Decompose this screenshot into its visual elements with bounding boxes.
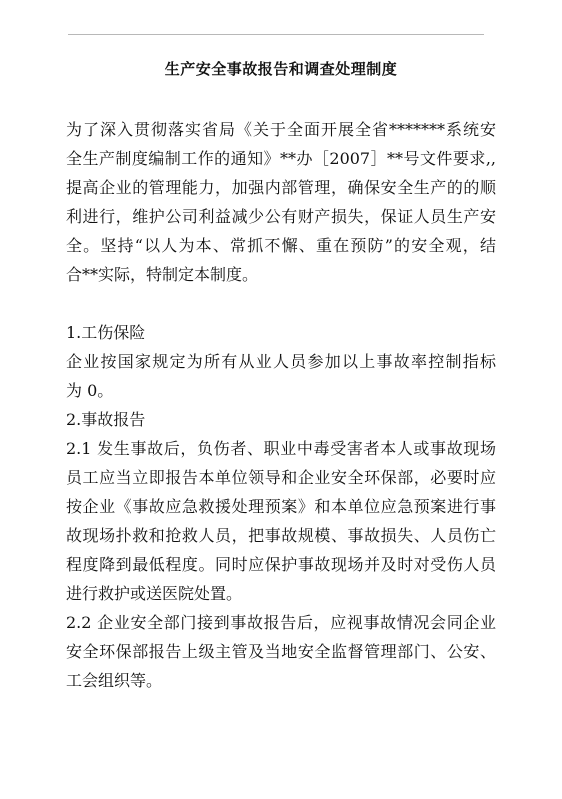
section-line: 进行救护或送医院处置。 xyxy=(66,584,243,603)
section-line: 故现场扑救和抢救人员，把事故规模、事故损失、人员伤亡 xyxy=(66,526,496,545)
document-title: 生产安全事故报告和调查处理制度 xyxy=(164,60,398,78)
section-line: 为 0。 xyxy=(66,381,114,400)
section-line: 安全环保部报告上级主管及当地安全监督管理部门、公安、 xyxy=(66,642,496,661)
document-body xyxy=(66,115,496,695)
paragraph-spacer xyxy=(66,289,496,318)
section-line: 按企业《事故应急救援处理预案》和本单位应急预案进行事 xyxy=(66,497,496,516)
section-line: 2.2 企业安全部门接到事故报告后，应视事故情况会同企业 xyxy=(66,613,496,632)
intro-line: 全生产制度编制工作的通知》**办［2007］**号文件要求,, xyxy=(66,149,496,168)
intro-line: 提高企业的管理能力，加强内部管理，确保安全生产的的顺 xyxy=(66,178,496,197)
intro-line: 合**实际，特制定本制度。 xyxy=(66,265,259,284)
header-rule xyxy=(68,34,484,35)
section-heading: 1.工伤保险 xyxy=(66,323,146,342)
section-heading: 2.事故报告 xyxy=(66,410,146,429)
intro-line: 全。坚持“以人为本、常抓不懈、重在预防”的安全观，结 xyxy=(66,236,496,255)
intro-line: 利进行，维护公司利益减少公有财产损失，保证人员生产安 xyxy=(66,207,496,226)
section-line: 程度降到最低程度。同时应保护事故现场并及时对受伤人员 xyxy=(66,555,496,574)
section-line: 员工应当立即报告本单位领导和企业安全环保部，必要时应 xyxy=(66,468,496,487)
section-line: 2.1 发生事故后，负伤者、职业中毒受害者本人或事故现场 xyxy=(66,439,496,458)
section-line: 工会组织等。 xyxy=(66,671,163,690)
intro-line: 为了深入贯彻落实省局《关于全面开展全省*******系统安 xyxy=(66,120,496,139)
section-line: 企业按国家规定为所有从业人员参加以上事故率控制指标 xyxy=(66,352,496,371)
